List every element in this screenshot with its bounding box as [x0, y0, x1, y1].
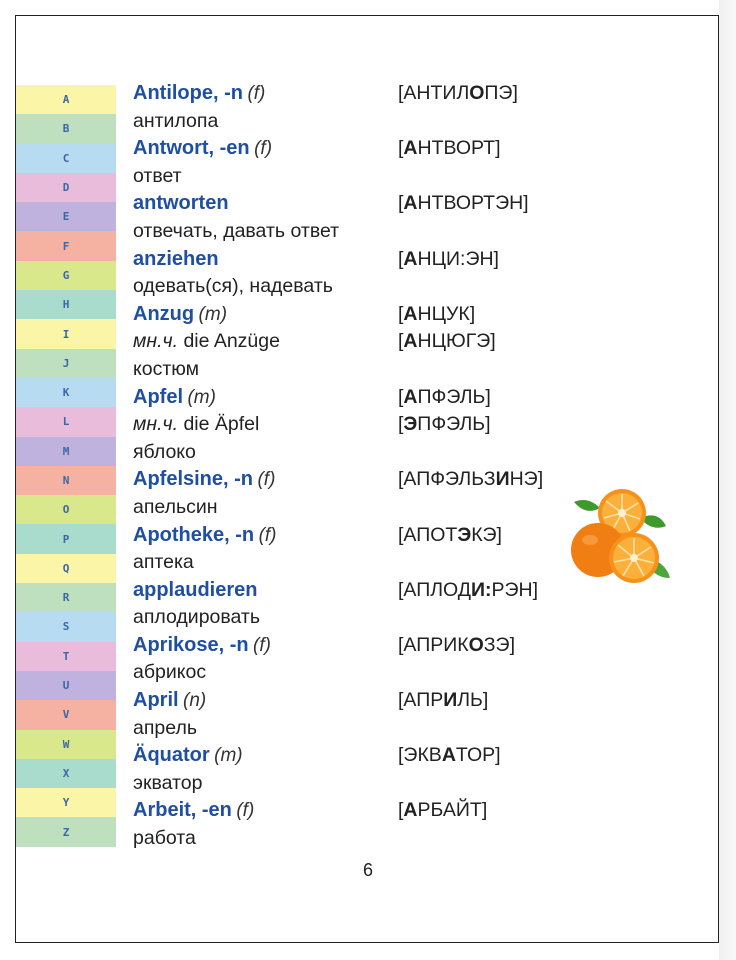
- pronunciation-bracket: [: [398, 385, 404, 408]
- headword: April: [133, 689, 179, 712]
- alphabet-tab-o: O: [16, 495, 116, 524]
- alphabet-tab-m: M: [16, 437, 116, 466]
- stressed-syllable: А: [403, 192, 418, 215]
- grammatical-gender: (f): [258, 524, 277, 546]
- pronunciation-part: ТОР]: [455, 744, 501, 767]
- pronunciation: [398, 687, 488, 715]
- alphabet-tab-k: K: [16, 378, 116, 407]
- alphabet-tab-v: V: [16, 700, 116, 729]
- alphabet-tab-d: D: [16, 173, 116, 202]
- pronunciation: [398, 135, 501, 163]
- pronunciation-part: РБАЙТ]: [417, 799, 488, 822]
- translation: апрель: [133, 716, 197, 739]
- pronunciation-part: НЦЮГЭ]: [417, 330, 496, 353]
- stressed-syllable: А: [403, 247, 418, 270]
- alphabet-tab-y: Y: [16, 788, 116, 817]
- pronunciation: [398, 190, 529, 218]
- alphabet-tab-l: L: [16, 407, 116, 436]
- translation: апельсин: [133, 495, 218, 518]
- pronunciation-part: АПФЭЛЬЗ: [403, 468, 496, 491]
- alphabet-tab-h: H: [16, 290, 116, 319]
- pronunciation-part: НЦУК]: [417, 302, 476, 325]
- pronunciation-part: ЭКВ: [403, 744, 442, 767]
- translation: аплодировать: [133, 606, 261, 629]
- pronunciation-bracket: [: [398, 578, 404, 601]
- pronunciation: [398, 466, 543, 494]
- page-number: 6: [362, 860, 373, 880]
- dictionary-entry: [133, 246, 593, 301]
- alphabet-tab-i: I: [16, 319, 116, 348]
- grammatical-gender: (m): [214, 745, 243, 767]
- plural-text: die Anzüge: [178, 330, 280, 353]
- translation: одевать(ся), надевать: [133, 275, 333, 298]
- pronunciation-bracket: [: [398, 192, 404, 215]
- alphabet-tab-s: S: [16, 612, 116, 641]
- dictionary-entry: [133, 384, 593, 467]
- translation: костюм: [133, 357, 200, 380]
- alphabet-tab-r: R: [16, 583, 116, 612]
- stressed-syllable: И: [495, 468, 510, 491]
- headword: Apotheke, -n: [133, 523, 255, 546]
- pronunciation-part: КЭ]: [471, 523, 502, 546]
- stressed-syllable: И:: [470, 578, 492, 601]
- pronunciation-part: АНТИЛ: [403, 82, 470, 104]
- pronunciation: [398, 577, 538, 605]
- alphabet-index: [16, 85, 116, 847]
- pronunciation-bracket: [: [398, 468, 404, 491]
- grammatical-gender: (f): [236, 800, 255, 822]
- grammatical-gender: (f): [254, 138, 273, 160]
- alphabet-tab-t: T: [16, 642, 116, 671]
- translation: отвечать, давать ответ: [133, 219, 340, 242]
- translation: абрикос: [133, 661, 207, 684]
- dictionary-entry: [133, 742, 593, 797]
- stressed-syllable: Э: [403, 413, 418, 436]
- pronunciation-part: АПР: [403, 689, 444, 712]
- alphabet-tab-n: N: [16, 466, 116, 495]
- pronunciation-bracket: [: [398, 82, 404, 104]
- pronunciation-bracket: [: [398, 302, 404, 325]
- alphabet-tab-e: E: [16, 202, 116, 231]
- headword: anziehen: [133, 247, 219, 270]
- pronunciation-bracket: [: [398, 744, 404, 767]
- pronunciation-part: НЭ]: [509, 468, 544, 491]
- grammatical-gender: (m): [187, 386, 216, 408]
- pronunciation-part: НТВОРТ]: [417, 137, 501, 160]
- pronunciation: [398, 80, 518, 108]
- alphabet-tab-q: Q: [16, 554, 116, 583]
- headword: Äquator: [133, 744, 210, 767]
- grammatical-gender: (m): [198, 303, 228, 325]
- dictionary-entry: [133, 797, 593, 852]
- dictionary-entry: [133, 577, 593, 632]
- plural-form: [133, 330, 280, 352]
- alphabet-tab-b: B: [16, 114, 116, 143]
- headword: Apfelsine, -n: [133, 468, 254, 491]
- grammatical-gender: (f): [257, 469, 276, 491]
- dictionary-entry: [133, 301, 593, 384]
- pronunciation: [398, 384, 491, 412]
- pronunciation-bracket: [: [398, 137, 404, 160]
- pronunciation: [398, 797, 487, 825]
- stressed-syllable: А: [403, 302, 418, 325]
- pronunciation: [398, 246, 499, 274]
- headword: Anzug: [133, 302, 195, 325]
- plural-form: [133, 413, 259, 435]
- stressed-syllable: О: [469, 82, 485, 104]
- pronunciation: [398, 522, 502, 550]
- pronunciation: [398, 742, 501, 770]
- pronunciation: [398, 301, 475, 329]
- stressed-syllable: А: [403, 330, 418, 353]
- stressed-syllable: И: [443, 689, 458, 712]
- pronunciation-bracket: [: [398, 247, 404, 270]
- dictionary-entry: [133, 687, 593, 742]
- page-edge-shadow: [719, 0, 736, 960]
- pronunciation-part: ПЭ]: [484, 82, 518, 104]
- dictionary-entries: [133, 80, 593, 853]
- alphabet-tab-z: Z: [16, 817, 116, 846]
- alphabet-tab-w: W: [16, 730, 116, 759]
- alphabet-tab-u: U: [16, 671, 116, 700]
- alphabet-tab-j: J: [16, 349, 116, 378]
- pronunciation-part: АПОТ: [403, 523, 458, 546]
- translation: антилопа: [133, 109, 219, 132]
- pronunciation-part: ПФЭЛЬ]: [417, 413, 491, 436]
- dictionary-entry: [133, 466, 593, 521]
- headword: Antilope, -n: [133, 82, 243, 104]
- dictionary-entry: [133, 632, 593, 687]
- grammatical-gender: (n): [183, 690, 207, 712]
- plural-label: мн.ч.: [133, 330, 179, 353]
- dictionary-entry: [133, 190, 593, 245]
- translation: экватор: [133, 771, 203, 794]
- pronunciation-part: ЛЬ]: [457, 689, 489, 712]
- headword: Antwort, -en: [133, 137, 250, 160]
- pronunciation-part: НТВОРТЭН]: [417, 192, 529, 215]
- pronunciation: [398, 328, 496, 356]
- translation: яблоко: [133, 440, 196, 463]
- pronunciation-bracket: [: [398, 689, 404, 712]
- pronunciation-bracket: [: [398, 633, 404, 656]
- stressed-syllable: А: [441, 744, 456, 767]
- pronunciation: [398, 411, 491, 439]
- stressed-syllable: О: [468, 633, 484, 656]
- translation: ответ: [133, 164, 182, 187]
- translation: работа: [133, 827, 196, 850]
- stressed-syllable: А: [403, 137, 418, 160]
- headword: applaudieren: [133, 578, 258, 601]
- pronunciation-part: АПРИК: [403, 633, 469, 656]
- pronunciation-bracket: [: [398, 523, 404, 546]
- alphabet-tab-f: F: [16, 231, 116, 260]
- pronunciation-part: ЗЭ]: [483, 633, 515, 656]
- alphabet-tab-c: C: [16, 144, 116, 173]
- orange-fruit-illustration: [570, 488, 672, 592]
- alphabet-tab-g: G: [16, 261, 116, 290]
- plural-label: мн.ч.: [133, 413, 179, 436]
- dictionary-entry: [133, 80, 593, 135]
- stressed-syllable: А: [403, 799, 418, 822]
- pronunciation-bracket: [: [398, 330, 404, 353]
- stressed-syllable: Э: [457, 523, 472, 546]
- pronunciation: [398, 632, 515, 660]
- dictionary-entry: [133, 522, 593, 577]
- headword: Apfel: [133, 385, 183, 408]
- stressed-syllable: А: [403, 385, 418, 408]
- headword: Aprikose, -n: [133, 633, 249, 656]
- headword: antworten: [133, 192, 229, 215]
- headword: Arbeit, -en: [133, 799, 232, 822]
- pronunciation-part: ПФЭЛЬ]: [417, 385, 491, 408]
- translation: аптека: [133, 551, 194, 574]
- pronunciation-part: РЭН]: [491, 578, 539, 601]
- alphabet-tab-x: X: [16, 759, 116, 788]
- pronunciation-part: НЦИ:ЭН]: [417, 247, 499, 270]
- pronunciation-part: АПЛОД: [403, 578, 471, 601]
- pronunciation-bracket: [: [398, 413, 404, 436]
- plural-text: die Äpfel: [178, 413, 260, 436]
- alphabet-tab-p: P: [16, 524, 116, 553]
- grammatical-gender: (f): [247, 83, 266, 104]
- alphabet-tab-a: A: [16, 85, 116, 114]
- grammatical-gender: (f): [253, 634, 271, 656]
- pronunciation-bracket: [: [398, 799, 404, 822]
- dictionary-entry: [133, 135, 593, 190]
